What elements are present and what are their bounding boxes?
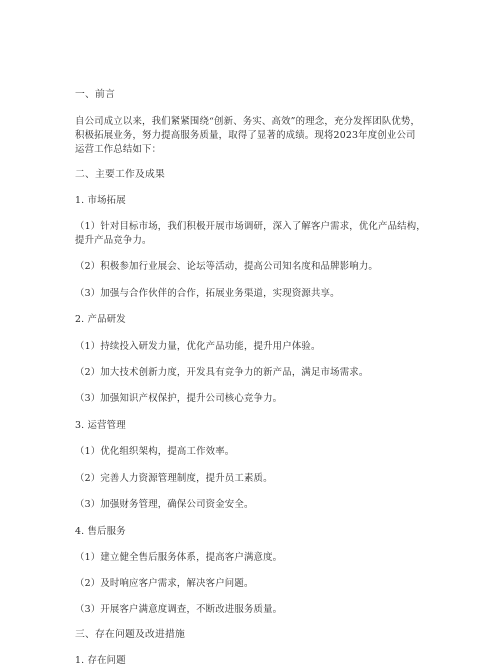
subsection-title: 3. 运营管理 — [75, 420, 126, 431]
subsection-title: 4. 售后服务 — [75, 526, 126, 537]
list-item: （3）加强知识产权保护，提升公司核心竞争力。 — [75, 393, 283, 404]
list-item: （2）完善人力资源管理制度，提升员工素质。 — [75, 473, 273, 484]
list-item: （1）建立健全售后服务体系，提高客户满意度。 — [75, 552, 283, 563]
list-item: （2）加大技术创新力度，开发具有竞争力的新产品，满足市场需求。 — [75, 367, 369, 378]
subsection-title: 1. 存在问题 — [75, 655, 126, 666]
list-item: （3）开展客户满意度调查，不断改进服务质量。 — [75, 604, 283, 615]
list-item: （2）及时响应客户需求，解决客户问题。 — [75, 578, 254, 589]
list-item: （1）针对目标市场，我们积极开展市场调研，深入了解客户需求，优化产品结构， — [75, 221, 426, 232]
list-item: （3）加强财务管理，确保公司资金安全。 — [75, 499, 254, 510]
list-item-continuation: 提升产品竞争力。 — [75, 235, 152, 246]
subsection-title: 2. 产品研发 — [75, 314, 126, 325]
section-heading-main: 二、主要工作及成果 — [75, 169, 165, 180]
paragraph-line: 自公司成立以来，我们紧紧围绕“创新、务实、高效”的理念，充分发挥团队优势， — [75, 116, 421, 127]
section-heading-intro: 一、前言 — [75, 89, 115, 100]
paragraph-line: 积极拓展业务，努力提高服务质量，取得了显著的成绩。现将2023年度创业公司 — [75, 130, 416, 141]
list-item: （2）积极参加行业展会、论坛等活动，提高公司知名度和品牌影响力。 — [75, 261, 378, 272]
list-item: （1）优化组织架构，提高工作效率。 — [75, 446, 235, 457]
paragraph-line: 运营工作总结如下： — [75, 144, 162, 155]
list-item: （1）持续投入研发力量，优化产品功能，提升用户体验。 — [75, 341, 321, 352]
list-item: （3）加强与合作伙伴的合作，拓展业务渠道，实现资源共享。 — [75, 288, 340, 299]
subsection-title: 1. 市场拓展 — [75, 195, 126, 206]
section-heading-issues: 三、存在问题及改进措施 — [75, 629, 185, 640]
